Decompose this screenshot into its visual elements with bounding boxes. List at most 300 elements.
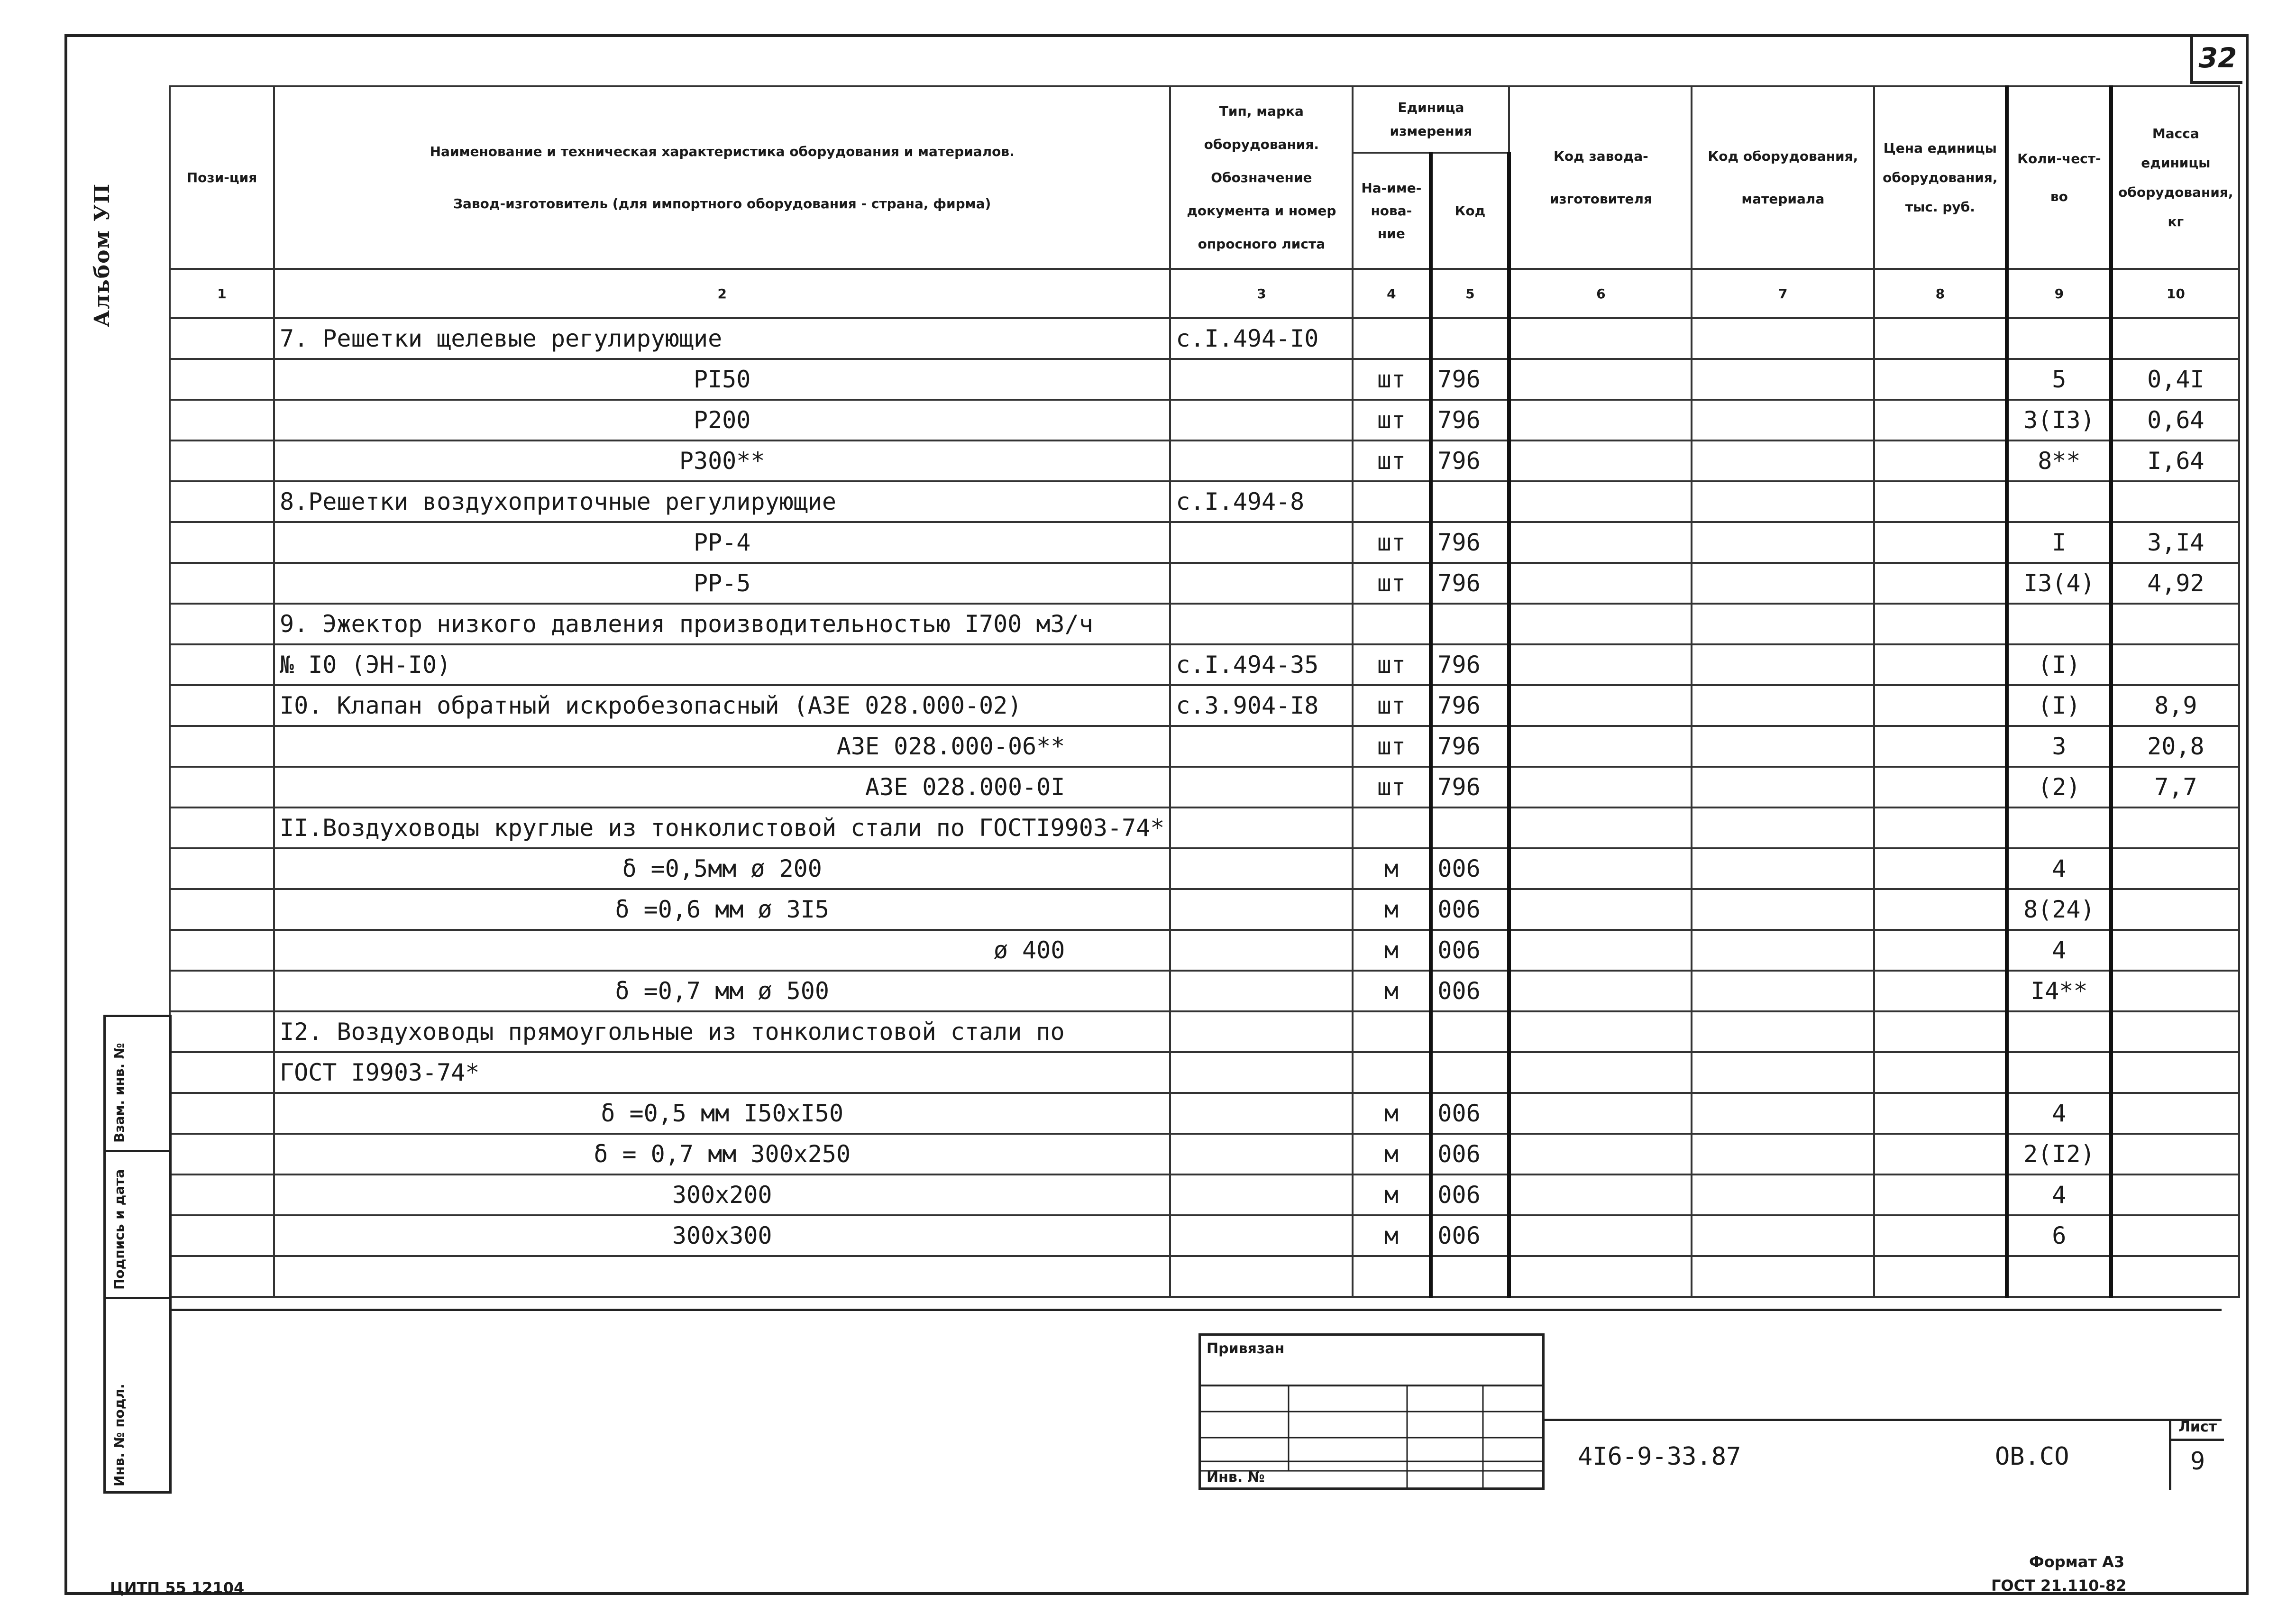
table-row <box>170 318 2239 359</box>
row-unit-code: 006 <box>1431 1134 1509 1174</box>
row-unit-name: шт <box>1353 563 1431 604</box>
row-type <box>1170 1011 1353 1052</box>
table-row <box>170 767 2239 807</box>
row-name: 300x200 <box>274 1174 1170 1215</box>
row-unit-name: м <box>1353 1215 1431 1256</box>
row-equipment-code <box>1692 930 1874 971</box>
row-mass: 20,8 <box>2111 726 2239 767</box>
row-price <box>1874 1174 2007 1215</box>
row-name: АЗЕ 028.000-06** <box>274 726 1170 767</box>
row-maker-code <box>1509 848 1692 889</box>
row-name: 9. Эжектор низкого давления производительностью I700 м3/ч <box>274 604 1170 644</box>
row-name: АЗЕ 028.000-0I <box>274 767 1170 807</box>
row-price <box>1874 767 2007 807</box>
row-position <box>170 767 274 807</box>
row-price <box>1874 685 2007 726</box>
row-price <box>1874 1134 2007 1174</box>
row-mass: 7,7 <box>2111 767 2239 807</box>
row-unit-code: 796 <box>1431 644 1509 685</box>
row-unit-code: 796 <box>1431 563 1509 604</box>
row-mass: 0,64 <box>2111 400 2239 440</box>
row-type: с.I.494-I0 <box>1170 318 1353 359</box>
row-equipment-code <box>1692 563 1874 604</box>
row-unit-name: м <box>1353 889 1431 930</box>
row-price <box>1874 604 2007 644</box>
row-unit-name <box>1353 318 1431 359</box>
table-row <box>170 1011 2239 1052</box>
col-number-5: 5 <box>1431 269 1509 318</box>
row-type <box>1170 522 1353 563</box>
row-quantity: (I) <box>2007 685 2111 726</box>
row-type <box>1170 848 1353 889</box>
row-name: № I0 (ЭН-I0) <box>274 644 1170 685</box>
row-position <box>170 1093 274 1134</box>
sheet-number: 9 <box>2190 1447 2205 1476</box>
row-position <box>170 1011 274 1052</box>
table-row <box>170 522 2239 563</box>
row-price <box>1874 971 2007 1011</box>
row-mass <box>2111 1134 2239 1174</box>
row-quantity: I <box>2007 522 2111 563</box>
row-name: δ =0,6 мм ø 3I5 <box>274 889 1170 930</box>
row-position <box>170 318 274 359</box>
row-mass <box>2111 481 2239 522</box>
sheet-number-box <box>2169 1419 2224 1490</box>
row-name: 7. Решетки щелевые регулирующие <box>274 318 1170 359</box>
row-maker-code <box>1509 1174 1692 1215</box>
row-mass <box>2111 930 2239 971</box>
row-equipment-code <box>1692 807 1874 848</box>
col-number-10: 10 <box>2111 269 2239 318</box>
row-quantity <box>2007 604 2111 644</box>
table-row <box>170 604 2239 644</box>
row-price <box>1874 1011 2007 1052</box>
row-unit-name: шт <box>1353 440 1431 481</box>
col-number-4: 4 <box>1353 269 1431 318</box>
row-mass <box>2111 1093 2239 1134</box>
row-name: PP-4 <box>274 522 1170 563</box>
row-quantity: I3(4) <box>2007 563 2111 604</box>
row-maker-code <box>1509 1256 1692 1297</box>
footer-gost: ГОСТ 21.110-82 <box>1991 1577 2127 1595</box>
header-unit-code: Код <box>1431 153 1509 269</box>
header-position: Пози-ция <box>170 86 274 269</box>
col-number-2: 2 <box>274 269 1170 318</box>
row-type <box>1170 440 1353 481</box>
row-unit-name <box>1353 807 1431 848</box>
document-code-box <box>1545 1419 2222 1492</box>
table-row <box>170 848 2239 889</box>
row-unit-name: шт <box>1353 522 1431 563</box>
row-position <box>170 604 274 644</box>
row-name: P300** <box>274 440 1170 481</box>
row-position <box>170 930 274 971</box>
row-position <box>170 685 274 726</box>
row-equipment-code <box>1692 440 1874 481</box>
row-position <box>170 848 274 889</box>
row-mass <box>2111 1215 2239 1256</box>
table-row <box>170 1174 2239 1215</box>
sidebar-label-sign-date: Подпись и дата <box>111 1169 127 1290</box>
row-type <box>1170 400 1353 440</box>
row-mass <box>2111 889 2239 930</box>
row-price <box>1874 889 2007 930</box>
row-quantity <box>2007 1052 2111 1093</box>
row-quantity <box>2007 1256 2111 1297</box>
row-quantity: 4 <box>2007 1093 2111 1134</box>
header-unit-group: Единица измерения <box>1353 86 1509 153</box>
row-equipment-code <box>1692 1052 1874 1093</box>
col-number-8: 8 <box>1874 269 2007 318</box>
row-unit-code <box>1431 481 1509 522</box>
row-mass <box>2111 1174 2239 1215</box>
row-maker-code <box>1509 930 1692 971</box>
row-name: PP-5 <box>274 563 1170 604</box>
document-code: 4I6-9-33.87 <box>1578 1442 1741 1471</box>
row-maker-code <box>1509 318 1692 359</box>
row-mass <box>2111 1011 2239 1052</box>
row-mass <box>2111 604 2239 644</box>
col-number-3: 3 <box>1170 269 1353 318</box>
row-equipment-code <box>1692 848 1874 889</box>
table-row <box>170 685 2239 726</box>
row-equipment-code <box>1692 685 1874 726</box>
row-maker-code <box>1509 685 1692 726</box>
row-price <box>1874 1215 2007 1256</box>
row-price <box>1874 726 2007 767</box>
row-unit-name <box>1353 604 1431 644</box>
row-maker-code <box>1509 522 1692 563</box>
row-unit-name: м <box>1353 1174 1431 1215</box>
row-equipment-code <box>1692 971 1874 1011</box>
row-position <box>170 807 274 848</box>
row-unit-name: шт <box>1353 767 1431 807</box>
table-row <box>170 971 2239 1011</box>
row-maker-code <box>1509 644 1692 685</box>
row-name: δ =0,5мм ø 200 <box>274 848 1170 889</box>
row-position <box>170 889 274 930</box>
row-unit-name: м <box>1353 1134 1431 1174</box>
row-type <box>1170 1215 1353 1256</box>
row-position <box>170 644 274 685</box>
row-mass <box>2111 644 2239 685</box>
row-unit-code <box>1431 1011 1509 1052</box>
row-name: 300x300 <box>274 1215 1170 1256</box>
row-quantity: I4** <box>2007 971 2111 1011</box>
row-price <box>1874 481 2007 522</box>
row-equipment-code <box>1692 1093 1874 1134</box>
privyazan-label: Привязан <box>1207 1340 1285 1357</box>
row-unit-name: шт <box>1353 644 1431 685</box>
row-price <box>1874 1256 2007 1297</box>
row-name: δ =0,7 мм ø 500 <box>274 971 1170 1011</box>
header-quantity: Коли-чест-во <box>2007 86 2111 269</box>
row-type <box>1170 1134 1353 1174</box>
row-unit-name <box>1353 1052 1431 1093</box>
row-equipment-code <box>1692 481 1874 522</box>
row-unit-name <box>1353 1011 1431 1052</box>
row-price <box>1874 522 2007 563</box>
table-row <box>170 930 2239 971</box>
privyazan-box <box>1198 1333 1545 1490</box>
row-position <box>170 1134 274 1174</box>
row-type <box>1170 930 1353 971</box>
row-type: с.I.494-8 <box>1170 481 1353 522</box>
row-name: I2. Воздуховоды прямоугольные из тонколистовой стали по <box>274 1011 1170 1052</box>
table-row <box>170 889 2239 930</box>
header-price: Цена единицы оборудования, тыс. руб. <box>1874 86 2007 269</box>
table-row <box>170 1215 2239 1256</box>
left-sidebar-stamp <box>103 1015 172 1494</box>
col-number-6: 6 <box>1509 269 1692 318</box>
row-equipment-code <box>1692 522 1874 563</box>
row-position <box>170 563 274 604</box>
row-type <box>1170 1052 1353 1093</box>
row-maker-code <box>1509 1093 1692 1134</box>
row-type <box>1170 1256 1353 1297</box>
row-name: δ =0,5 мм I50xI50 <box>274 1093 1170 1134</box>
row-position <box>170 359 274 400</box>
row-quantity <box>2007 481 2111 522</box>
row-maker-code <box>1509 563 1692 604</box>
row-unit-name: м <box>1353 971 1431 1011</box>
row-equipment-code <box>1692 359 1874 400</box>
row-unit-name: м <box>1353 1093 1431 1134</box>
row-type <box>1170 1174 1353 1215</box>
row-maker-code <box>1509 807 1692 848</box>
row-type <box>1170 807 1353 848</box>
row-mass: 3,I4 <box>2111 522 2239 563</box>
row-unit-code: 796 <box>1431 767 1509 807</box>
row-unit-code: 796 <box>1431 400 1509 440</box>
row-equipment-code <box>1692 1011 1874 1052</box>
table-row <box>170 440 2239 481</box>
row-maker-code <box>1509 1134 1692 1174</box>
row-unit-code: 006 <box>1431 1174 1509 1215</box>
row-name: ø 400 <box>274 930 1170 971</box>
row-unit-code <box>1431 1052 1509 1093</box>
col-number-7: 7 <box>1692 269 1874 318</box>
table-row <box>170 400 2239 440</box>
row-quantity: 6 <box>2007 1215 2111 1256</box>
row-name <box>274 1256 1170 1297</box>
inv-number-label: Инв. № <box>1207 1469 1265 1486</box>
row-equipment-code <box>1692 1134 1874 1174</box>
row-type <box>1170 359 1353 400</box>
row-maker-code <box>1509 971 1692 1011</box>
header-maker-code: Код завода-изготовителя <box>1509 86 1692 269</box>
row-name: δ = 0,7 мм 300x250 <box>274 1134 1170 1174</box>
row-unit-code <box>1431 1256 1509 1297</box>
table-row <box>170 644 2239 685</box>
album-label: Альбом УП <box>90 183 114 327</box>
table-row <box>170 807 2239 848</box>
row-name: I0. Клапан обратный искробезопасный (АЗЕ 028.000-02) <box>274 685 1170 726</box>
row-unit-code: 796 <box>1431 359 1509 400</box>
row-name: II.Воздуховоды круглые из тонколистовой стали по ГОСТI9903-74* <box>274 807 1170 848</box>
row-quantity <box>2007 807 2111 848</box>
row-position <box>170 440 274 481</box>
table-row <box>170 1134 2239 1174</box>
row-type <box>1170 971 1353 1011</box>
row-quantity: 2(I2) <box>2007 1134 2111 1174</box>
row-price <box>1874 807 2007 848</box>
row-unit-code: 796 <box>1431 440 1509 481</box>
table-row <box>170 1052 2239 1093</box>
row-price <box>1874 1052 2007 1093</box>
row-name: 8.Решетки воздухоприточные регулирующие <box>274 481 1170 522</box>
row-quantity: 4 <box>2007 848 2111 889</box>
table-row <box>170 726 2239 767</box>
row-equipment-code <box>1692 1215 1874 1256</box>
row-quantity: 3(I3) <box>2007 400 2111 440</box>
row-equipment-code <box>1692 400 1874 440</box>
table-row <box>170 1256 2239 1297</box>
row-type <box>1170 889 1353 930</box>
row-unit-name: м <box>1353 848 1431 889</box>
row-equipment-code <box>1692 644 1874 685</box>
row-unit-name: шт <box>1353 400 1431 440</box>
row-mass <box>2111 971 2239 1011</box>
row-unit-code: 796 <box>1431 685 1509 726</box>
row-type: с.3.904-I8 <box>1170 685 1353 726</box>
row-unit-code: 006 <box>1431 971 1509 1011</box>
row-mass: 0,4I <box>2111 359 2239 400</box>
row-quantity: 8** <box>2007 440 2111 481</box>
row-unit-code: 006 <box>1431 1093 1509 1134</box>
row-maker-code <box>1509 604 1692 644</box>
row-maker-code <box>1509 481 1692 522</box>
row-quantity: (2) <box>2007 767 2111 807</box>
table-row <box>170 563 2239 604</box>
row-unit-code: 796 <box>1431 726 1509 767</box>
row-quantity: 5 <box>2007 359 2111 400</box>
row-price <box>1874 359 2007 400</box>
row-type <box>1170 726 1353 767</box>
row-name: PI50 <box>274 359 1170 400</box>
row-unit-code: 006 <box>1431 1215 1509 1256</box>
table-row <box>170 1093 2239 1134</box>
sheet-corner-number: 32 <box>2190 34 2242 84</box>
row-position <box>170 522 274 563</box>
row-type <box>1170 563 1353 604</box>
row-mass: 8,9 <box>2111 685 2239 726</box>
row-position <box>170 1052 274 1093</box>
row-mass <box>2111 1256 2239 1297</box>
row-mass <box>2111 848 2239 889</box>
row-equipment-code <box>1692 604 1874 644</box>
row-position <box>170 1256 274 1297</box>
row-equipment-code <box>1692 767 1874 807</box>
row-unit-name: шт <box>1353 685 1431 726</box>
row-mass <box>2111 318 2239 359</box>
privyazan-grid <box>1198 1333 1545 1490</box>
row-price <box>1874 563 2007 604</box>
row-quantity: 3 <box>2007 726 2111 767</box>
col-number-9: 9 <box>2007 269 2111 318</box>
row-maker-code <box>1509 400 1692 440</box>
row-position <box>170 1215 274 1256</box>
row-quantity <box>2007 318 2111 359</box>
row-maker-code <box>1509 767 1692 807</box>
header-name-line1: Наименование и техническая характеристика оборудования и материалов. <box>430 143 1015 159</box>
row-name: ГОСТ I9903-74* <box>274 1052 1170 1093</box>
row-unit-code: 006 <box>1431 889 1509 930</box>
row-unit-code: 796 <box>1431 522 1509 563</box>
row-unit-name <box>1353 1256 1431 1297</box>
footer-format: Формат А3 <box>2029 1553 2125 1571</box>
row-mass: 4,92 <box>2111 563 2239 604</box>
col-number-1: 1 <box>170 269 274 318</box>
row-type <box>1170 604 1353 644</box>
row-unit-name: шт <box>1353 359 1431 400</box>
specification-table <box>169 85 2240 1298</box>
row-unit-name: шт <box>1353 726 1431 767</box>
sheet-label: Лист <box>2171 1419 2224 1441</box>
row-maker-code <box>1509 440 1692 481</box>
row-maker-code <box>1509 889 1692 930</box>
row-quantity: 4 <box>2007 1174 2111 1215</box>
header-equipment-code: Код оборудования, материала <box>1692 86 1874 269</box>
row-mass <box>2111 807 2239 848</box>
row-type: с.I.494-35 <box>1170 644 1353 685</box>
row-equipment-code <box>1692 318 1874 359</box>
row-maker-code <box>1509 726 1692 767</box>
row-price <box>1874 848 2007 889</box>
header-name <box>274 86 1170 269</box>
row-position <box>170 726 274 767</box>
row-maker-code <box>1509 359 1692 400</box>
row-price <box>1874 400 2007 440</box>
row-equipment-code <box>1692 726 1874 767</box>
row-type <box>1170 767 1353 807</box>
sidebar-label-vzam: Взам. инв. № <box>111 1043 127 1143</box>
table-row <box>170 359 2239 400</box>
row-maker-code <box>1509 1011 1692 1052</box>
header-name-line2: Завод-изготовитель (для импортного оборудования - страна, фирма) <box>453 195 991 211</box>
row-price <box>1874 440 2007 481</box>
row-quantity: 4 <box>2007 930 2111 971</box>
row-position <box>170 481 274 522</box>
row-quantity: 8(24) <box>2007 889 2111 930</box>
header-unit-name: На-име-нова-ние <box>1353 153 1431 269</box>
row-position <box>170 400 274 440</box>
row-price <box>1874 644 2007 685</box>
row-unit-name: м <box>1353 930 1431 971</box>
row-type <box>1170 1093 1353 1134</box>
row-position <box>170 971 274 1011</box>
row-price <box>1874 318 2007 359</box>
row-unit-code <box>1431 604 1509 644</box>
row-unit-code <box>1431 318 1509 359</box>
row-unit-code: 006 <box>1431 848 1509 889</box>
row-name: P200 <box>274 400 1170 440</box>
row-maker-code <box>1509 1215 1692 1256</box>
footer-left: ЦИТП 55 12104 <box>110 1579 245 1597</box>
row-unit-code <box>1431 807 1509 848</box>
sidebar-label-inv-orig: Инв. № подл. <box>111 1384 127 1486</box>
row-mass <box>2111 1052 2239 1093</box>
row-price <box>1874 1093 2007 1134</box>
row-position <box>170 1174 274 1215</box>
row-equipment-code <box>1692 1256 1874 1297</box>
row-unit-code: 006 <box>1431 930 1509 971</box>
row-maker-code <box>1509 1052 1692 1093</box>
row-quantity: (I) <box>2007 644 2111 685</box>
row-price <box>1874 930 2007 971</box>
row-quantity <box>2007 1011 2111 1052</box>
row-mass: I,64 <box>2111 440 2239 481</box>
